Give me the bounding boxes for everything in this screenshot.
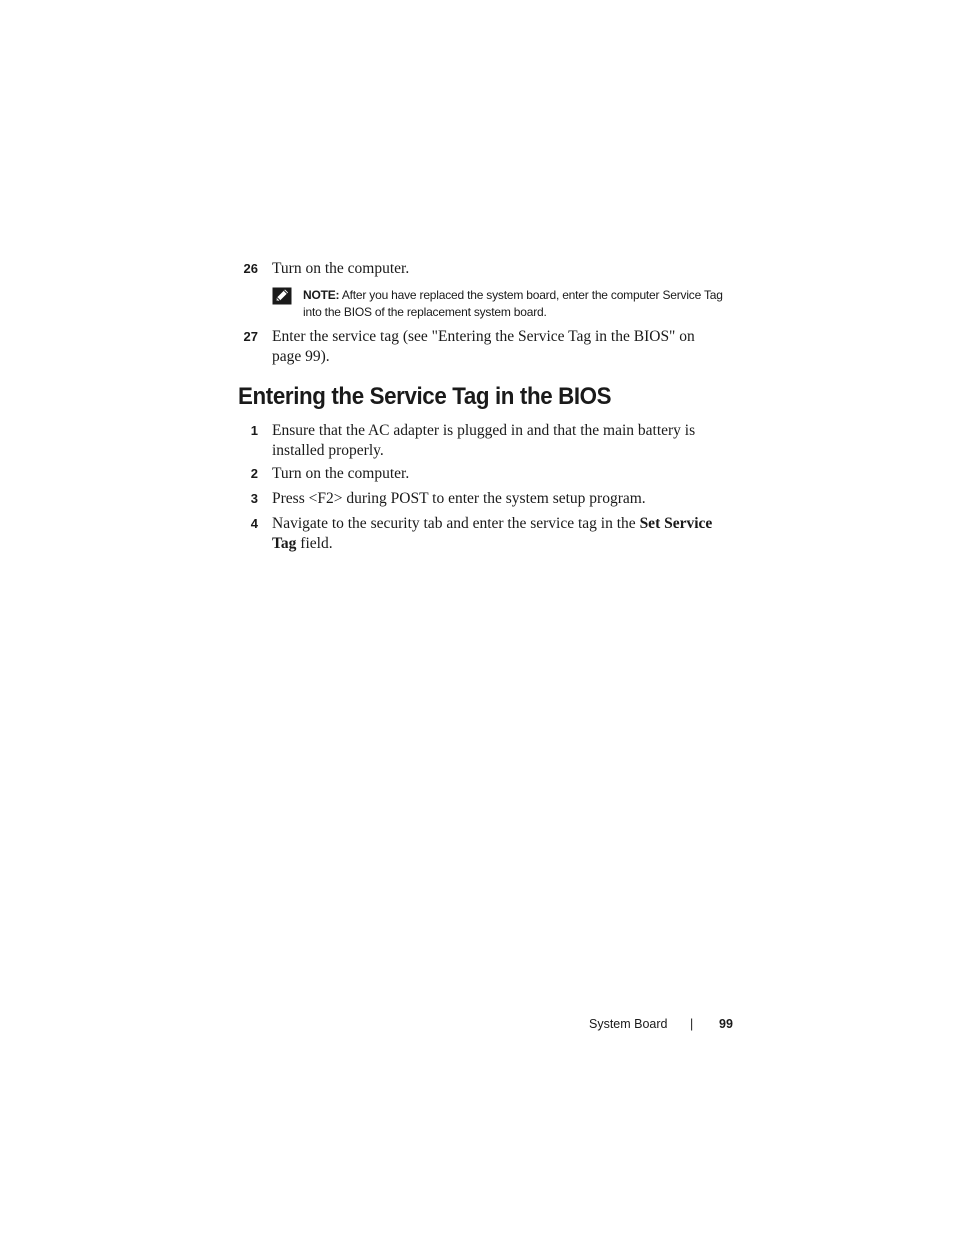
note-label: NOTE: xyxy=(303,288,340,302)
step-text xyxy=(272,514,738,553)
step-number: 2 xyxy=(250,466,258,481)
footer-section-title: System Board xyxy=(589,1017,668,1031)
step-number: 3 xyxy=(250,491,258,506)
note-pencil-icon xyxy=(272,287,292,305)
step-text: Enter the service tag (see "Entering the Service Tag in the BIOS" on page 99). xyxy=(272,328,695,365)
step-text: Press <F2> during POST to enter the system setup program. xyxy=(272,490,646,507)
page-number: 99 xyxy=(719,1017,733,1031)
step-text-part: field. xyxy=(296,534,333,552)
step-number: 1 xyxy=(250,423,258,438)
note-text xyxy=(303,287,743,321)
step-number: 26 xyxy=(243,261,258,276)
note-body: After you have replaced the system board, enter the computer Service Tag into the BIOS of the replacement system board. xyxy=(303,288,723,319)
step-text: Turn on the computer. xyxy=(272,260,410,277)
step-text-part: Navigate to the security tab and enter the service tag in the xyxy=(272,515,640,532)
step-number: 27 xyxy=(243,329,258,344)
step-text: Ensure that the AC adapter is plugged in and that the main battery is installed properly. xyxy=(272,422,696,459)
footer-separator: | xyxy=(690,1017,694,1031)
step-text: Turn on the computer. xyxy=(272,465,410,482)
step-number: 4 xyxy=(250,516,258,531)
section-heading: Entering the Service Tag in the BIOS xyxy=(238,383,612,410)
field-name: Set Service Tag xyxy=(272,515,713,552)
